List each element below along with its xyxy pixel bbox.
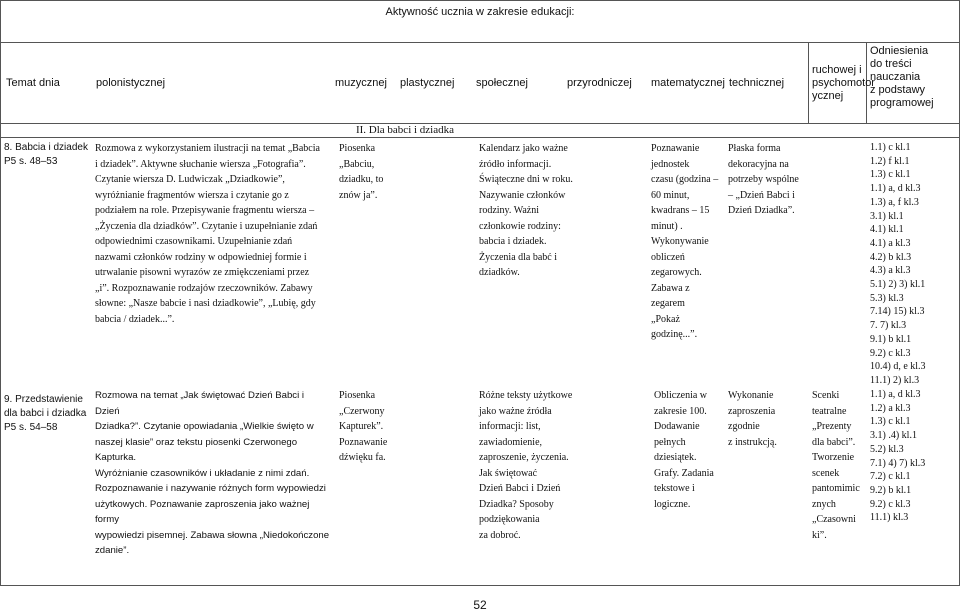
row2-przyrodnicza: Różne teksty użytkowe jako ważne źródła informacji: list, zawiadomienie, zaproszenie, życzenia. Jak świętować Dzień Babci i Dzień Dziadka? Sposoby podziękowania za dobroć. xyxy=(479,390,573,541)
row1-przyrodnicza: Kalendarz jako ważne źródło informacji. Świąteczne dni w roku. Nazywanie członków rodziny. Ważni członkowie rodziny: babcia i dziadek. Życzenia dla babć i dziadków. xyxy=(479,143,573,278)
row1-muzyczna: Piosenka „Babciu, dziadku, to znów ja”. xyxy=(339,143,384,201)
table-border-left xyxy=(0,0,1,586)
header-plastycznej: plastycznej xyxy=(400,77,455,89)
row1-matematyczna: Poznawanie jednostek czasu (godzina – 60 minut, kwadrans – 15 minut) . Wykonywanie obliczeń zegarowych. Zabawa z zegarem „Pokaż godzinę...”. xyxy=(651,143,719,340)
row2-odniesienia: 1.1) a, d kl.3 1.2) a kl.3 1.3) c kl.1 3.1) .4) kl.1 5.2) kl.3 7.1) 4) 7) kl.3 7.2) c kl.1 9.2) b kl.1 9.2) c kl.3 11.1) kl.3 xyxy=(870,389,926,524)
row1-temat: 8. Babcia i dziadek P5 s. 48–53 xyxy=(4,142,88,167)
header-muzycznej: muzycznej xyxy=(335,77,387,89)
header-odniesienia: Odniesienia do treści nauczania z podstawy programowej xyxy=(870,45,934,109)
table-rule xyxy=(0,137,960,138)
row1-polonistyczna: Rozmowa z wykorzystaniem ilustracji na temat „Babcia i dziadek”. Aktywne słuchanie wiersza „Fotografia”. Czytanie wiersza D. Ludwiczak „Dziadkowie”, wyróżnianie fragmentów wiersza i czytanie go z podziałem na role. Przepisywanie fragmentu wiersza – „Życzenia dla dziadków”. Czytanie i uzupełnianie zdań odpowiednimi czasownikami. Uzupełnianie zdań nazwami członków rodziny w odpowiedniej formie i utrwalanie pisowni wyrazów ze zmiękczeniami przez „i”. Rozpoznawanie rodzajów rzeczowników. Zabawy słowne: „Nasze babcie i nasi dziadkowie”, „Lubię, gdy babcia / dziadek...”. xyxy=(95,143,320,325)
row2-muzyczna: Piosenka „Czerwony Kapturek”. Poznawanie dźwięku fa. xyxy=(339,390,388,463)
column-divider xyxy=(808,42,809,124)
table-border-top xyxy=(0,0,960,1)
header-przyrodniczej: przyrodniczej xyxy=(567,77,632,89)
header-polonistycznej: polonistycznej xyxy=(96,77,166,89)
header-ruchowej: ruchowej i psychomotor ycznej xyxy=(812,64,875,102)
header-technicznej: technicznej xyxy=(729,77,785,89)
row1-techniczna: Płaska forma dekoracyjna na potrzeby wspólne – „Dzień Babci i Dzień Dziadka”. xyxy=(728,143,799,216)
row2-matematyczna: Obliczenia w zakresie 100. Dodawanie pełnych dziesiątek. Grafy. Zadania tekstowe i logiczne. xyxy=(654,390,714,510)
row1-odniesienia: 1.1) c kl.1 1.2) f kl.1 1.3) c kl.1 1.1) a, d kl.3 1.3) a, f kl.3 3.1) kl.1 4.1) kl.1 4.1) a kl.3 4.2) b kl.3 4.3) a kl.3 5.1) 2) 3) kl.1 5.3) kl.3 7.14) 15) kl.3 7. 7) kl.3 9.1) b kl.1 9.2) c kl.3 10.4) d, e kl.3 11.1) 2) kl.3 xyxy=(870,142,926,386)
header-matematycznej: matematycznej xyxy=(651,77,725,89)
header-spolecznej: społecznej xyxy=(476,77,528,89)
section-title: II. Dla babci i dziadka xyxy=(355,124,455,136)
header-temat-dnia: Temat dnia xyxy=(6,77,60,89)
table-border-bottom xyxy=(0,585,960,586)
row2-ruchowa: Scenki teatralne „Prezenty dla babci”. Tworzenie scenek pantomimic znych „Czasowni ki”. xyxy=(812,390,860,541)
row2-temat: 9. Przedstawienie dla babci i dziadka P5 s. 54–58 xyxy=(4,394,87,433)
row2-techniczna: Wykonanie zaproszenia zgodnie z instrukcją. xyxy=(728,390,777,448)
table-title: Aktywność ucznia w zakresie edukacji: xyxy=(385,6,575,18)
row2-polonistyczna: Rozmowa na temat „Jak świętować Dzień Babci i Dzień Dziadka?”. Czytanie opowiadania „Wielkie święto w naszej klasie” oraz tekstu piosenki Czerwonego Kapturka. Wyróżnianie czasowników i układanie z nimi zdań. Rozpoznawanie i nazywanie różnych form wypowiedzi użytkowych. Poznawanie zaproszenia jako ważnej formy wypowiedzi pisemnej. Zabawa słowna „Niedokończone zdanie”. xyxy=(95,390,330,556)
table-rule xyxy=(0,42,960,43)
page-number: 52 xyxy=(473,598,487,612)
